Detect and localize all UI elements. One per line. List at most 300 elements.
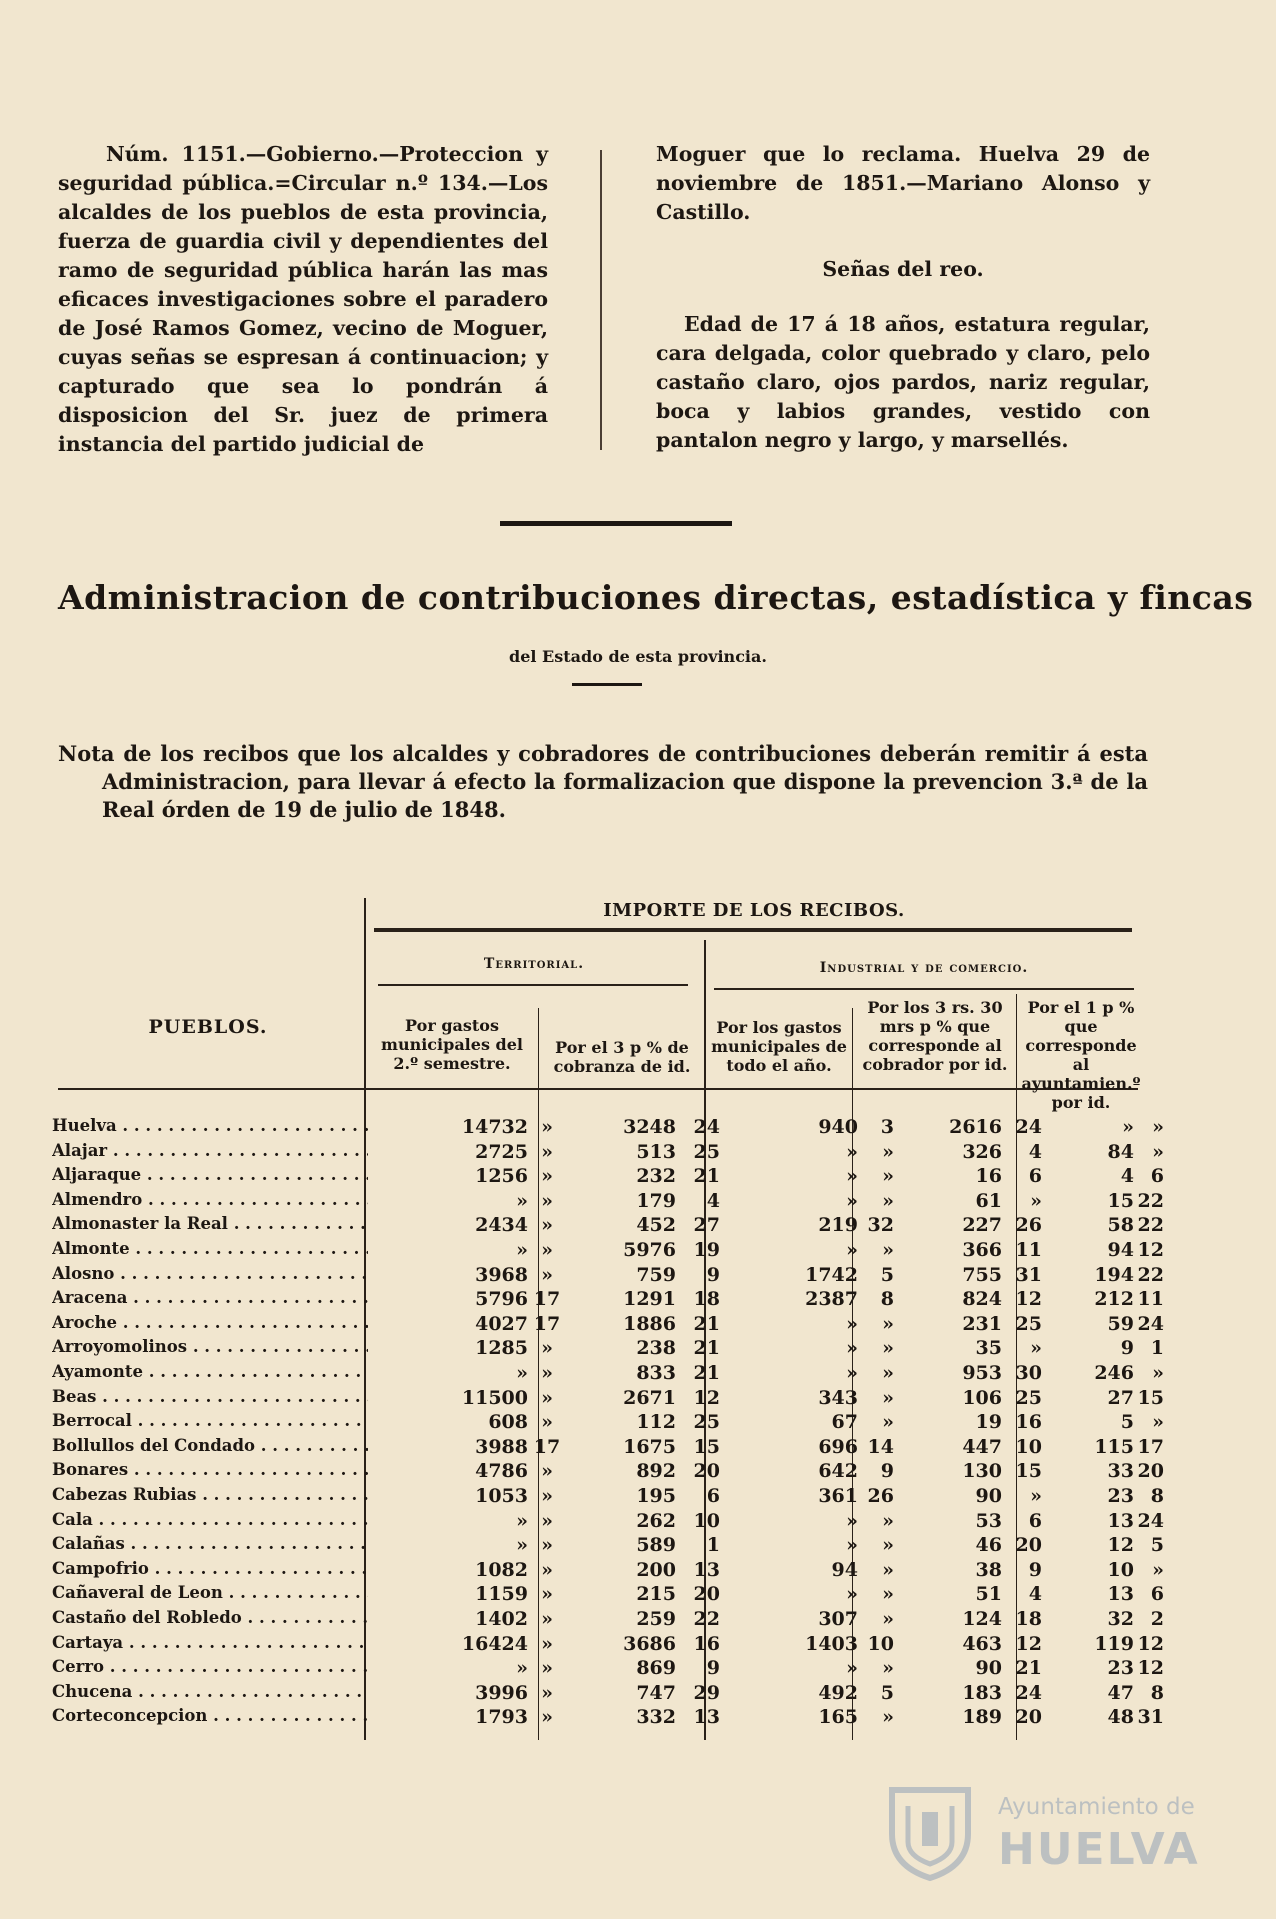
cell-v5b: » xyxy=(1152,1116,1164,1138)
cell-v2a: 332 xyxy=(636,1706,676,1729)
town-name: Cala . . . xyxy=(52,1510,368,1529)
cell-v4a: 35 xyxy=(975,1337,1002,1360)
cell-v2a: 747 xyxy=(636,1681,676,1704)
town-name: Cabezas Rubias . . . xyxy=(52,1485,368,1504)
cell-v1b: » xyxy=(541,1485,553,1507)
cell-v1a: 2725 xyxy=(475,1140,528,1163)
cell-v5b: 6 xyxy=(1150,1583,1164,1606)
cell-v5b: 22 xyxy=(1137,1263,1164,1286)
cell-v2b: 20 xyxy=(693,1583,720,1606)
cell-v4b: 30 xyxy=(1015,1362,1042,1384)
cell-v2a: 259 xyxy=(636,1608,676,1630)
cell-v4a: 53 xyxy=(975,1509,1002,1532)
senas-heading: Señas del reo. xyxy=(822,257,984,281)
cell-v3b: » xyxy=(882,1657,894,1680)
cell-v2a: 1675 xyxy=(623,1435,676,1458)
table-row xyxy=(52,1312,1164,1338)
cell-v4b: 24 xyxy=(1015,1116,1042,1138)
cell-v5a: 4 xyxy=(1120,1165,1134,1188)
cell-v4a: 51 xyxy=(975,1583,1002,1606)
cell-v5b: 11 xyxy=(1137,1288,1164,1311)
cell-v5a: 84 xyxy=(1107,1140,1134,1163)
cell-v3b: » xyxy=(882,1140,894,1163)
cell-v4a: 19 xyxy=(975,1411,1002,1434)
table-row xyxy=(52,1608,1164,1633)
cell-v2b: 13 xyxy=(693,1558,720,1581)
cell-v1a: 3968 xyxy=(475,1263,528,1286)
cell-v2b: 13 xyxy=(693,1706,720,1729)
cell-v5b: 24 xyxy=(1137,1312,1164,1335)
cell-v5a: 13 xyxy=(1107,1509,1134,1532)
cell-v1a: 3996 xyxy=(475,1681,528,1704)
cell-v2a: 833 xyxy=(636,1362,676,1384)
cell-v4b: 12 xyxy=(1015,1632,1042,1655)
cell-v2b: 21 xyxy=(693,1337,720,1360)
cell-v4a: 755 xyxy=(962,1263,1002,1286)
cell-v3a: » xyxy=(846,1312,858,1335)
cell-v3b: 3 xyxy=(880,1116,894,1138)
cell-v3a: 1403 xyxy=(805,1632,858,1655)
header-pueblos: PUEBLOS. xyxy=(148,1016,268,1038)
cell-v5a: 115 xyxy=(1094,1435,1134,1458)
table-row xyxy=(52,1362,1164,1387)
cell-v2b: 1 xyxy=(706,1534,720,1557)
cell-v1b: 17 xyxy=(533,1435,561,1458)
cell-v4a: 227 xyxy=(962,1214,1002,1237)
table-header-rule xyxy=(58,1088,1138,1090)
cell-v2a: 2671 xyxy=(623,1386,676,1409)
cell-v2b: 16 xyxy=(693,1632,720,1655)
table-row xyxy=(52,1263,1164,1289)
cell-v3b: 8 xyxy=(880,1288,894,1311)
cell-v1b: » xyxy=(541,1558,553,1581)
cell-v3b: » xyxy=(882,1583,894,1606)
cell-v5b: 15 xyxy=(1137,1386,1164,1409)
cell-v2a: 215 xyxy=(636,1583,676,1606)
cell-v3a: 1742 xyxy=(805,1263,858,1286)
cell-v4a: 2616 xyxy=(949,1116,1002,1138)
cell-v3a: » xyxy=(846,1509,858,1532)
cell-v5b: 6 xyxy=(1150,1165,1164,1188)
cell-v2a: 200 xyxy=(636,1558,676,1581)
town-name: Alosno . . . xyxy=(52,1264,368,1283)
cell-v4a: 366 xyxy=(962,1239,1002,1261)
town-name: Bonares . . . xyxy=(52,1460,368,1479)
cell-v2b: 21 xyxy=(693,1312,720,1335)
cell-v4a: 124 xyxy=(962,1608,1002,1630)
town-name: Campofrio . . . xyxy=(52,1559,368,1578)
cell-v3a: » xyxy=(846,1140,858,1163)
cell-v2b: 24 xyxy=(693,1116,720,1138)
table-row xyxy=(52,1460,1164,1485)
cell-v4b: » xyxy=(1030,1337,1042,1360)
cell-v4b: 6 xyxy=(1028,1509,1042,1532)
table-row xyxy=(52,1681,1164,1707)
cell-v5b: 5 xyxy=(1150,1534,1164,1557)
table-main-header: IMPORTE DE LOS RECIBOS. xyxy=(603,900,905,921)
cell-v5b: 12 xyxy=(1137,1657,1164,1680)
notice-continuation: Moguer que lo reclama. Huelva 29 de noviembre de 1851.—Mariano Alonso y Castillo. xyxy=(656,142,1150,224)
cell-v2b: 15 xyxy=(693,1435,720,1458)
cell-v2a: 232 xyxy=(636,1165,676,1188)
cell-v1a: 1082 xyxy=(475,1558,528,1581)
cell-v3a: 94 xyxy=(831,1558,858,1581)
town-name: Cerro . . . xyxy=(52,1657,368,1676)
table-row xyxy=(52,1509,1164,1535)
cell-v5b: 2 xyxy=(1150,1608,1164,1630)
cell-v1b: » xyxy=(541,1509,553,1532)
town-name: Almonte . . . xyxy=(52,1239,368,1258)
cell-v3a: 492 xyxy=(818,1681,858,1704)
header-col4: Por los 3 rs. 30 mrs p % que corresponde al cobrador por id. xyxy=(862,998,1008,1074)
cell-v4a: 61 xyxy=(975,1189,1002,1212)
cell-v2b: 29 xyxy=(693,1681,720,1704)
cell-v5b: » xyxy=(1152,1362,1164,1384)
cell-v1b: » xyxy=(541,1583,553,1606)
town-name: Arroyomolinos . . . xyxy=(52,1337,368,1356)
cell-v2a: 452 xyxy=(636,1214,676,1237)
table-row xyxy=(52,1534,1164,1559)
cell-v3a: 307 xyxy=(818,1608,858,1630)
cell-v3a: 642 xyxy=(818,1460,858,1483)
town-name: Alajar . . . xyxy=(52,1141,368,1160)
cell-v1a: 5796 xyxy=(475,1288,528,1311)
cell-v4a: 38 xyxy=(975,1558,1002,1581)
cell-v1b: 17 xyxy=(533,1288,561,1311)
cell-v2b: 18 xyxy=(693,1288,720,1311)
cell-v5a: 23 xyxy=(1107,1485,1134,1507)
cell-v1b: » xyxy=(541,1116,553,1138)
cell-v2b: 10 xyxy=(693,1509,720,1532)
cell-v5b: 22 xyxy=(1137,1214,1164,1237)
cell-v4a: 447 xyxy=(962,1435,1002,1458)
cell-v2a: 759 xyxy=(636,1263,676,1286)
cell-v1b: » xyxy=(541,1411,553,1434)
cell-v1b: » xyxy=(541,1165,553,1188)
table-row xyxy=(52,1214,1164,1239)
cell-v3b: 14 xyxy=(867,1435,894,1458)
cell-v2b: 21 xyxy=(693,1362,720,1384)
cell-v2b: 9 xyxy=(706,1263,720,1286)
cell-v4a: 463 xyxy=(962,1632,1002,1655)
cell-v2a: 262 xyxy=(636,1509,676,1532)
cell-v2b: 6 xyxy=(706,1485,720,1507)
table-row xyxy=(52,1288,1164,1313)
cell-v4b: 20 xyxy=(1015,1534,1042,1557)
cell-v1b: » xyxy=(541,1386,553,1409)
cell-v5a: 27 xyxy=(1107,1386,1134,1409)
cell-v4b: 4 xyxy=(1028,1583,1042,1606)
cell-v5b: 31 xyxy=(1137,1706,1164,1729)
cell-v5b: 8 xyxy=(1150,1681,1164,1704)
cell-v3a: 696 xyxy=(818,1435,858,1458)
cell-v3a: » xyxy=(846,1362,858,1384)
cell-v1a: 3988 xyxy=(475,1435,528,1458)
cell-v1a: » xyxy=(516,1239,528,1261)
town-name: Cartaya . . . xyxy=(52,1633,368,1652)
cell-v2b: 22 xyxy=(693,1608,720,1630)
cell-v3b: » xyxy=(882,1706,894,1729)
cell-v1a: » xyxy=(516,1509,528,1532)
senas-description: Edad de 17 á 18 años, estatura regular, cara delgada, color quebrado y claro, pelo castaño claro, ojos pardos, nariz regular, boca y labios grandes, vestido con pantalon negro y largo, y marsellés. xyxy=(656,312,1150,452)
cell-v3a: 940 xyxy=(818,1116,858,1138)
cell-v4a: 183 xyxy=(962,1681,1002,1704)
cell-v2b: 20 xyxy=(693,1460,720,1483)
cell-v4b: 20 xyxy=(1015,1706,1042,1729)
cell-v1a: 1402 xyxy=(475,1608,528,1630)
cell-v3a: » xyxy=(846,1239,858,1261)
column-divider xyxy=(600,150,602,450)
cell-v5b: » xyxy=(1152,1558,1164,1581)
cell-v2b: 4 xyxy=(706,1189,720,1212)
cell-v5b: 8 xyxy=(1150,1485,1164,1507)
cell-v5a: » xyxy=(1122,1116,1134,1138)
cell-v2b: 25 xyxy=(693,1140,720,1163)
cell-v5a: 5 xyxy=(1120,1411,1134,1434)
watermark-line2: HUELVA xyxy=(998,1824,1200,1875)
cell-v5a: 246 xyxy=(1094,1362,1134,1384)
cell-v4b: 25 xyxy=(1015,1386,1042,1409)
cell-v1a: 1159 xyxy=(475,1583,528,1606)
cell-v1a: » xyxy=(516,1189,528,1212)
cell-v4b: 15 xyxy=(1015,1460,1042,1483)
cell-v1a: 1053 xyxy=(475,1485,528,1507)
cell-v5b: » xyxy=(1152,1411,1164,1434)
cell-v1b: » xyxy=(541,1214,553,1237)
cell-v4b: 12 xyxy=(1015,1288,1042,1311)
cell-v3a: 165 xyxy=(818,1706,858,1729)
cell-v4b: 18 xyxy=(1015,1608,1042,1630)
cell-v2b: 9 xyxy=(706,1657,720,1680)
cell-v4a: 326 xyxy=(962,1140,1002,1163)
header-col2: Por el 3 p % de cobranza de id. xyxy=(553,1038,691,1076)
cell-v4b: » xyxy=(1030,1485,1042,1507)
cell-v4a: 130 xyxy=(962,1460,1002,1483)
cell-v2b: 12 xyxy=(693,1386,720,1409)
header-col5: Por el 1 p % que corresponde al ayuntamien.º por id. xyxy=(1021,998,1141,1112)
cell-v3a: » xyxy=(846,1337,858,1360)
cell-v5b: » xyxy=(1152,1140,1164,1163)
cell-v5a: 15 xyxy=(1107,1189,1134,1212)
cell-v5a: 23 xyxy=(1107,1657,1134,1680)
cell-v2b: 19 xyxy=(693,1239,720,1261)
cell-v3b: » xyxy=(882,1362,894,1384)
table-row xyxy=(52,1239,1164,1264)
cell-v4b: 26 xyxy=(1015,1214,1042,1237)
cell-v3b: » xyxy=(882,1165,894,1188)
cell-v1a: 608 xyxy=(488,1411,528,1434)
cell-v2a: 513 xyxy=(636,1140,676,1163)
header-col3: Por los gastos municipales de todo el año. xyxy=(711,1018,847,1075)
subtitle-divider xyxy=(572,683,642,686)
cell-v5a: 32 xyxy=(1107,1608,1134,1630)
cell-v2a: 892 xyxy=(636,1460,676,1483)
notice-left-column: Núm. 1151.—Gobierno.—Proteccion y seguridad pública.=Circular n.º 134.—Los alcaldes de los pueblos de esta provincia, fuerza de guardia civil y dependientes del ramo de seguridad pública harán las mas eficaces investigaciones sobre el paradero de José Ramos Gomez, vecino de Moguer, cuyas señas se espresan á continuacion; y capturado que sea lo pondrán á disposicion del Sr. juez de primera instancia del partido judicial de xyxy=(58,142,548,456)
cell-v2a: 589 xyxy=(636,1534,676,1557)
cell-v1b: » xyxy=(541,1337,553,1360)
table-row xyxy=(52,1165,1164,1190)
cell-v1a: 14732 xyxy=(461,1116,528,1138)
cell-v5b: 1 xyxy=(1150,1337,1164,1360)
cell-v5a: 59 xyxy=(1107,1312,1134,1335)
table-row xyxy=(52,1706,1164,1731)
watermark xyxy=(880,1782,1210,1882)
town-name: Ayamonte . . . xyxy=(52,1362,368,1381)
cell-v1a: 1285 xyxy=(475,1337,528,1360)
town-name: Bollullos del Condado . . . xyxy=(52,1436,368,1455)
cell-v5a: 94 xyxy=(1107,1239,1134,1261)
town-name: Aroche . . . xyxy=(52,1313,368,1332)
cell-v1b: » xyxy=(541,1263,553,1286)
city-shield-icon xyxy=(880,1782,980,1882)
cell-v4b: 6 xyxy=(1028,1165,1042,1188)
cell-v1a: 16424 xyxy=(461,1632,528,1655)
cell-v2a: 195 xyxy=(636,1485,676,1507)
cell-v3a: » xyxy=(846,1165,858,1188)
table-row xyxy=(52,1583,1164,1608)
cell-v4a: 106 xyxy=(962,1386,1002,1409)
cell-v4a: 90 xyxy=(975,1485,1002,1507)
table-header-rule xyxy=(714,988,1134,990)
town-name: Almendro . . . xyxy=(52,1190,368,1209)
cell-v4a: 16 xyxy=(975,1165,1002,1188)
cell-v4b: 4 xyxy=(1028,1140,1042,1163)
cell-v5a: 9 xyxy=(1120,1337,1134,1360)
admin-title: Administracion de contribuciones directas, estadística y fincas xyxy=(58,578,1254,617)
cell-v4b: 9 xyxy=(1028,1558,1042,1581)
town-name: Aracena . . . xyxy=(52,1288,368,1307)
cell-v3a: » xyxy=(846,1657,858,1680)
cell-v4b: 11 xyxy=(1015,1239,1042,1261)
cell-v3b: » xyxy=(882,1534,894,1557)
cell-v1b: » xyxy=(541,1657,553,1680)
cell-v5b: 24 xyxy=(1137,1509,1164,1532)
cell-v5b: 12 xyxy=(1137,1239,1164,1261)
table-row xyxy=(52,1558,1164,1584)
cell-v5a: 48 xyxy=(1107,1706,1134,1729)
town-name: Castaño del Robledo . . . xyxy=(52,1608,368,1627)
cell-v3a: » xyxy=(846,1189,858,1212)
cell-v5b: 20 xyxy=(1137,1460,1164,1483)
cell-v1a: 4027 xyxy=(475,1312,528,1335)
cell-v4a: 46 xyxy=(975,1534,1002,1557)
cell-v5a: 194 xyxy=(1094,1263,1134,1286)
town-name: Huelva . . . xyxy=(52,1116,368,1135)
cell-v3b: » xyxy=(882,1386,894,1409)
cell-v2a: 179 xyxy=(636,1189,676,1212)
cell-v3b: » xyxy=(882,1558,894,1581)
cell-v5a: 10 xyxy=(1107,1558,1134,1581)
cell-v3a: » xyxy=(846,1534,858,1557)
table-header-rule xyxy=(378,984,688,986)
town-name: Aljaraque . . . xyxy=(52,1165,368,1184)
table-row xyxy=(52,1485,1164,1510)
cell-v1a: 1793 xyxy=(475,1706,528,1729)
cell-v4a: 231 xyxy=(962,1312,1002,1335)
cell-v3b: » xyxy=(882,1337,894,1360)
watermark-line1: Ayuntamiento de xyxy=(998,1794,1195,1820)
cell-v3b: 10 xyxy=(867,1632,894,1655)
cell-v3a: 2387 xyxy=(805,1288,858,1311)
cell-v3a: 361 xyxy=(818,1485,858,1507)
cell-v2a: 869 xyxy=(636,1657,676,1680)
cell-v3b: » xyxy=(882,1411,894,1434)
section-divider xyxy=(500,521,732,526)
cell-v5a: 119 xyxy=(1094,1632,1134,1655)
cell-v1b: » xyxy=(541,1362,553,1384)
cell-v3a: » xyxy=(846,1583,858,1606)
town-name: Corteconcepcion . . . xyxy=(52,1706,368,1725)
table-row xyxy=(52,1435,1164,1461)
table-row xyxy=(52,1337,1164,1362)
cell-v5b: 12 xyxy=(1137,1632,1164,1655)
cell-v4b: » xyxy=(1030,1189,1042,1212)
cell-v1b: » xyxy=(541,1534,553,1557)
cell-v5b: 22 xyxy=(1137,1189,1164,1212)
cell-v2a: 1886 xyxy=(623,1312,676,1335)
cell-v5a: 47 xyxy=(1107,1681,1134,1704)
cell-v3b: » xyxy=(882,1239,894,1261)
cell-v3a: 67 xyxy=(831,1411,858,1434)
cell-v3b: 26 xyxy=(867,1485,894,1507)
town-name: Beas . . . xyxy=(52,1387,368,1406)
cell-v1a: » xyxy=(516,1362,528,1384)
cell-v5a: 212 xyxy=(1094,1288,1134,1311)
town-name: Cañaveral de Leon . . . xyxy=(52,1583,368,1602)
cell-v1b: » xyxy=(541,1681,553,1704)
cell-v2a: 112 xyxy=(636,1411,676,1434)
cell-v4b: 24 xyxy=(1015,1681,1042,1704)
cell-v2b: 25 xyxy=(693,1411,720,1434)
table-header-rule xyxy=(374,928,1132,932)
nota-paragraph: Nota de los recibos que los alcaldes y cobradores de contribuciones deberán remitir á esta Administracion, para llevar á efecto la formalizacion que dispone la prevencion 3.ª de la Real órden de 19 de julio de 1848. xyxy=(58,741,1148,822)
cell-v4b: 16 xyxy=(1015,1411,1042,1434)
cell-v1b: 17 xyxy=(533,1312,561,1335)
table-row xyxy=(52,1116,1164,1141)
cell-v1a: » xyxy=(516,1534,528,1557)
cell-v3b: 5 xyxy=(880,1263,894,1286)
cell-v2a: 238 xyxy=(636,1337,676,1360)
cell-v1b: » xyxy=(541,1239,553,1261)
cell-v5b: 17 xyxy=(1137,1435,1164,1458)
cell-v1b: » xyxy=(541,1706,553,1729)
cell-v4b: 31 xyxy=(1015,1263,1042,1286)
cell-v3b: » xyxy=(882,1189,894,1212)
cell-v3b: » xyxy=(882,1608,894,1630)
cell-v2a: 1291 xyxy=(623,1288,676,1311)
cell-v3b: 5 xyxy=(880,1681,894,1704)
cell-v4a: 824 xyxy=(962,1288,1002,1311)
cell-v4a: 90 xyxy=(975,1657,1002,1680)
cell-v4b: 21 xyxy=(1015,1657,1042,1680)
cell-v4b: 25 xyxy=(1015,1312,1042,1335)
cell-v2b: 21 xyxy=(693,1165,720,1188)
header-territorial: Territorial. xyxy=(483,956,585,972)
cell-v4a: 953 xyxy=(962,1362,1002,1384)
table-row xyxy=(52,1657,1164,1682)
cell-v1b: » xyxy=(541,1632,553,1655)
cell-v5a: 13 xyxy=(1107,1583,1134,1606)
admin-subtitle: del Estado de esta provincia. xyxy=(509,647,767,666)
cell-v1a: 11500 xyxy=(461,1386,528,1409)
table-row xyxy=(52,1140,1164,1166)
cell-v1a: » xyxy=(516,1657,528,1680)
table-row xyxy=(52,1411,1164,1436)
notice-right-column xyxy=(656,140,1150,455)
cell-v5a: 33 xyxy=(1107,1460,1134,1483)
cell-v5a: 58 xyxy=(1107,1214,1134,1237)
cell-v1b: » xyxy=(541,1189,553,1212)
